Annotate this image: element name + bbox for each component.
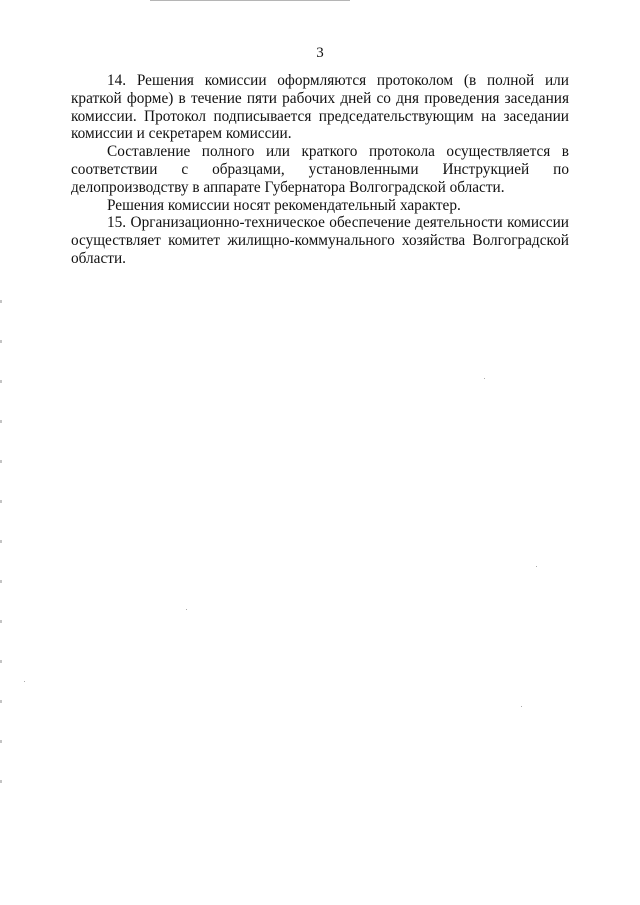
- paragraph-recommendation: Решения комиссии носят рекомендательный характер.: [107, 196, 461, 214]
- scan-edge-marks: [0, 300, 2, 820]
- scan-speck: [186, 609, 187, 610]
- paragraph-protocol: Составление полного или краткого протокола осуществляется в соответствии с образцами, установленными Инструкцией по делопроизводству в аппарате Губернатора Волгоградской области.: [71, 143, 569, 196]
- scan-speck: [536, 566, 537, 567]
- scan-speck: [24, 681, 25, 682]
- scan-speck: [521, 706, 522, 707]
- page-number: 3: [316, 45, 324, 61]
- scan-artifact-line: [150, 0, 350, 1]
- body-text: [71, 72, 569, 268]
- scan-speck: [484, 378, 485, 379]
- paragraph-14: 14. Решения комиссии оформляются протоколом (в полной или краткой форме) в течение пяти рабочих дней со дня проведения заседания комиссии. Протокол подписывается председательствующим на заседании комиссии и секретарем комиссии.: [71, 72, 569, 143]
- paragraph-15: 15. Организационно-техническое обеспечение деятельности комиссии осуществляет комитет жилищно-коммунального хозяйства Волгоградской области.: [71, 214, 569, 267]
